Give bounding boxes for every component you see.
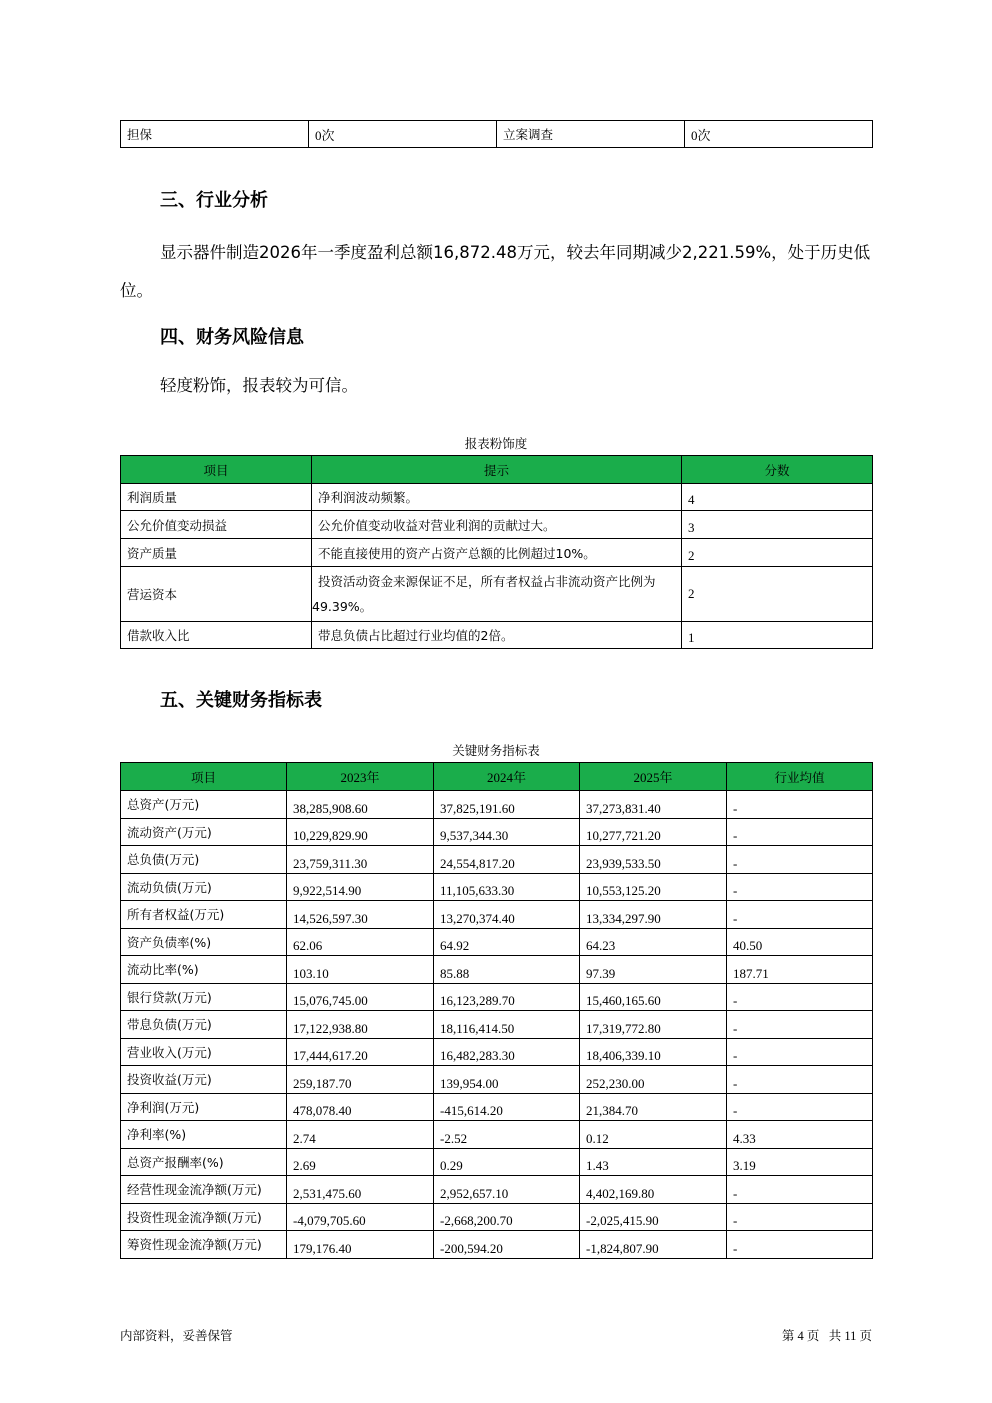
table-header-row xyxy=(121,456,873,484)
value-2025: 4,402,169.80 xyxy=(580,1176,727,1204)
value-2023: 62.06 xyxy=(287,928,434,956)
header-2025: 2025年 xyxy=(580,763,727,791)
table-row xyxy=(121,121,873,148)
value-2023: 14,526,597.30 xyxy=(287,901,434,929)
value-2023: 179,176.40 xyxy=(287,1231,434,1259)
header-2023: 2023年 xyxy=(287,763,434,791)
industry-average: - xyxy=(727,1038,873,1066)
indicator-table xyxy=(120,762,873,1259)
indicator-name: 经营性现金流净额(万元) xyxy=(121,1176,287,1204)
risk-hint: 公允价值变动收益对营业利润的贡献过大。 xyxy=(312,511,682,539)
table-row xyxy=(121,567,873,622)
value-2025: 1.43 xyxy=(580,1148,727,1176)
value-2025: 64.23 xyxy=(580,928,727,956)
risk-hint: 投资活动资金来源保证不足，所有者权益占非流动资产比例为49.39%。 xyxy=(312,567,682,622)
table-header-row xyxy=(121,763,873,791)
header-industry-avg: 行业均值 xyxy=(727,763,873,791)
risk-item: 利润质量 xyxy=(121,484,312,511)
table-row xyxy=(121,1121,873,1149)
table-row xyxy=(121,1176,873,1204)
value-2024: 16,482,283.30 xyxy=(434,1038,580,1066)
value-2024: -200,594.20 xyxy=(434,1231,580,1259)
value-2024: -2.52 xyxy=(434,1121,580,1149)
industry-average: 40.50 xyxy=(727,928,873,956)
indicator-table-caption: 关键财务指标表 xyxy=(452,743,540,758)
indicator-name: 投资性现金流净额(万元) xyxy=(121,1203,287,1231)
guarantee-label: 担保 xyxy=(121,121,309,148)
risk-hint: 净利润波动频繁。 xyxy=(312,484,682,511)
table-row xyxy=(121,956,873,984)
table-row xyxy=(121,1231,873,1259)
value-2025: 10,553,125.20 xyxy=(580,873,727,901)
section4-title: 四、财务风险信息 xyxy=(160,327,304,348)
value-2023: 38,285,908.60 xyxy=(287,791,434,819)
table-row xyxy=(121,539,873,567)
industry-average: - xyxy=(727,901,873,929)
indicator-name: 流动比率(%) xyxy=(121,956,287,984)
value-2025: 97.39 xyxy=(580,956,727,984)
guarantee-value: 0次 xyxy=(309,121,497,148)
investigation-label: 立案调查 xyxy=(497,121,685,148)
industry-average: - xyxy=(727,1066,873,1094)
risk-score: 2 xyxy=(682,567,873,622)
industry-average: - xyxy=(727,1231,873,1259)
industry-average: - xyxy=(727,1093,873,1121)
table-row xyxy=(121,846,873,874)
value-2023: 23,759,311.30 xyxy=(287,846,434,874)
indicator-name: 流动负债(万元) xyxy=(121,873,287,901)
value-2025: 13,334,297.90 xyxy=(580,901,727,929)
table-row xyxy=(121,791,873,819)
risk-score: 3 xyxy=(682,511,873,539)
risk-item: 借款收入比 xyxy=(121,622,312,649)
footer-confidential: 内部资料，妥善保管 xyxy=(120,1328,233,1343)
value-2024: 139,954.00 xyxy=(434,1066,580,1094)
value-2023: -4,079,705.60 xyxy=(287,1203,434,1231)
value-2023: 478,078.40 xyxy=(287,1093,434,1121)
industry-average: 3.19 xyxy=(727,1148,873,1176)
investigation-value: 0次 xyxy=(685,121,873,148)
industry-average: - xyxy=(727,1011,873,1039)
value-2024: 18,116,414.50 xyxy=(434,1011,580,1039)
table-row xyxy=(121,873,873,901)
table-row xyxy=(121,484,873,511)
risk-item: 公允价值变动损益 xyxy=(121,511,312,539)
value-2025: 252,230.00 xyxy=(580,1066,727,1094)
header-hint: 提示 xyxy=(312,456,682,484)
industry-average: - xyxy=(727,983,873,1011)
industry-average: - xyxy=(727,791,873,819)
value-2024: -415,614.20 xyxy=(434,1093,580,1121)
section5-title: 五、关键财务指标表 xyxy=(160,690,322,711)
value-2023: 2.74 xyxy=(287,1121,434,1149)
risk-score: 4 xyxy=(682,484,873,511)
value-2025: 15,460,165.60 xyxy=(580,983,727,1011)
table-row xyxy=(121,1011,873,1039)
value-2024: 9,537,344.30 xyxy=(434,818,580,846)
table-row xyxy=(121,1148,873,1176)
indicator-name: 流动资产(万元) xyxy=(121,818,287,846)
table-row xyxy=(121,983,873,1011)
indicator-name: 总资产报酬率(%) xyxy=(121,1148,287,1176)
indicator-name: 营业收入(万元) xyxy=(121,1038,287,1066)
value-2025: 0.12 xyxy=(580,1121,727,1149)
value-2024: 16,123,289.70 xyxy=(434,983,580,1011)
section4-paragraph: 轻度粉饰，报表较为可信。 xyxy=(160,376,358,395)
value-2024: 64.92 xyxy=(434,928,580,956)
value-2023: 103.10 xyxy=(287,956,434,984)
risk-hint: 不能直接使用的资产占资产总额的比例超过10%。 xyxy=(312,539,682,567)
value-2023: 2,531,475.60 xyxy=(287,1176,434,1204)
table-row xyxy=(121,511,873,539)
indicator-name: 所有者权益(万元) xyxy=(121,901,287,929)
value-2025: 17,319,772.80 xyxy=(580,1011,727,1039)
value-2024: 24,554,817.20 xyxy=(434,846,580,874)
industry-average: - xyxy=(727,873,873,901)
indicator-name: 筹资性现金流净额(万元) xyxy=(121,1231,287,1259)
value-2023: 15,076,745.00 xyxy=(287,983,434,1011)
value-2024: 85.88 xyxy=(434,956,580,984)
section3-title: 三、行业分析 xyxy=(160,190,268,211)
value-2025: 37,273,831.40 xyxy=(580,791,727,819)
indicator-name: 银行贷款(万元) xyxy=(121,983,287,1011)
indicator-name: 总资产(万元) xyxy=(121,791,287,819)
table-row xyxy=(121,1093,873,1121)
industry-average: - xyxy=(727,1176,873,1204)
value-2025: 18,406,339.10 xyxy=(580,1038,727,1066)
risk-score: 2 xyxy=(682,539,873,567)
value-2024: 2,952,657.10 xyxy=(434,1176,580,1204)
value-2025: 10,277,721.20 xyxy=(580,818,727,846)
industry-average: - xyxy=(727,1203,873,1231)
indicator-name: 净利率(%) xyxy=(121,1121,287,1149)
table-row xyxy=(121,928,873,956)
indicator-name: 带息负债(万元) xyxy=(121,1011,287,1039)
table-row xyxy=(121,1203,873,1231)
industry-average: - xyxy=(727,846,873,874)
industry-average: 187.71 xyxy=(727,956,873,984)
risk-item: 资产质量 xyxy=(121,539,312,567)
value-2025: -2,025,415.90 xyxy=(580,1203,727,1231)
value-2024: -2,668,200.70 xyxy=(434,1203,580,1231)
value-2024: 11,105,633.30 xyxy=(434,873,580,901)
risk-table-caption: 报表粉饰度 xyxy=(464,436,528,451)
section3-paragraph: 显示器件制造2026年一季度盈利总额16,872.48万元，较去年同期减少2,221.59%，处于历史低位。 xyxy=(120,243,871,300)
indicator-name: 投资收益(万元) xyxy=(121,1066,287,1094)
header-score: 分数 xyxy=(682,456,873,484)
value-2025: 23,939,533.50 xyxy=(580,846,727,874)
industry-average: 4.33 xyxy=(727,1121,873,1149)
value-2023: 259,187.70 xyxy=(287,1066,434,1094)
value-2024: 0.29 xyxy=(434,1148,580,1176)
guarantee-table xyxy=(120,120,873,148)
indicator-name: 总负债(万元) xyxy=(121,846,287,874)
header-2024: 2024年 xyxy=(434,763,580,791)
risk-item: 营运资本 xyxy=(121,567,312,622)
value-2023: 17,444,617.20 xyxy=(287,1038,434,1066)
value-2023: 2.69 xyxy=(287,1148,434,1176)
value-2024: 37,825,191.60 xyxy=(434,791,580,819)
risk-table xyxy=(120,455,873,649)
table-row xyxy=(121,818,873,846)
value-2024: 13,270,374.40 xyxy=(434,901,580,929)
header-item: 项目 xyxy=(121,763,287,791)
indicator-name: 资产负债率(%) xyxy=(121,928,287,956)
header-item: 项目 xyxy=(121,456,312,484)
risk-hint: 带息负债占比超过行业均值的2倍。 xyxy=(312,622,682,649)
industry-average: - xyxy=(727,818,873,846)
value-2023: 10,229,829.90 xyxy=(287,818,434,846)
table-row xyxy=(121,1066,873,1094)
table-row xyxy=(121,1038,873,1066)
indicator-name: 净利润(万元) xyxy=(121,1093,287,1121)
value-2025: -1,824,807.90 xyxy=(580,1231,727,1259)
table-row xyxy=(121,901,873,929)
value-2023: 17,122,938.80 xyxy=(287,1011,434,1039)
value-2023: 9,922,514.90 xyxy=(287,873,434,901)
footer-page-number: 第 4 页 共 11 页 xyxy=(781,1329,872,1343)
risk-score: 1 xyxy=(682,622,873,649)
value-2025: 21,384.70 xyxy=(580,1093,727,1121)
table-row xyxy=(121,622,873,649)
